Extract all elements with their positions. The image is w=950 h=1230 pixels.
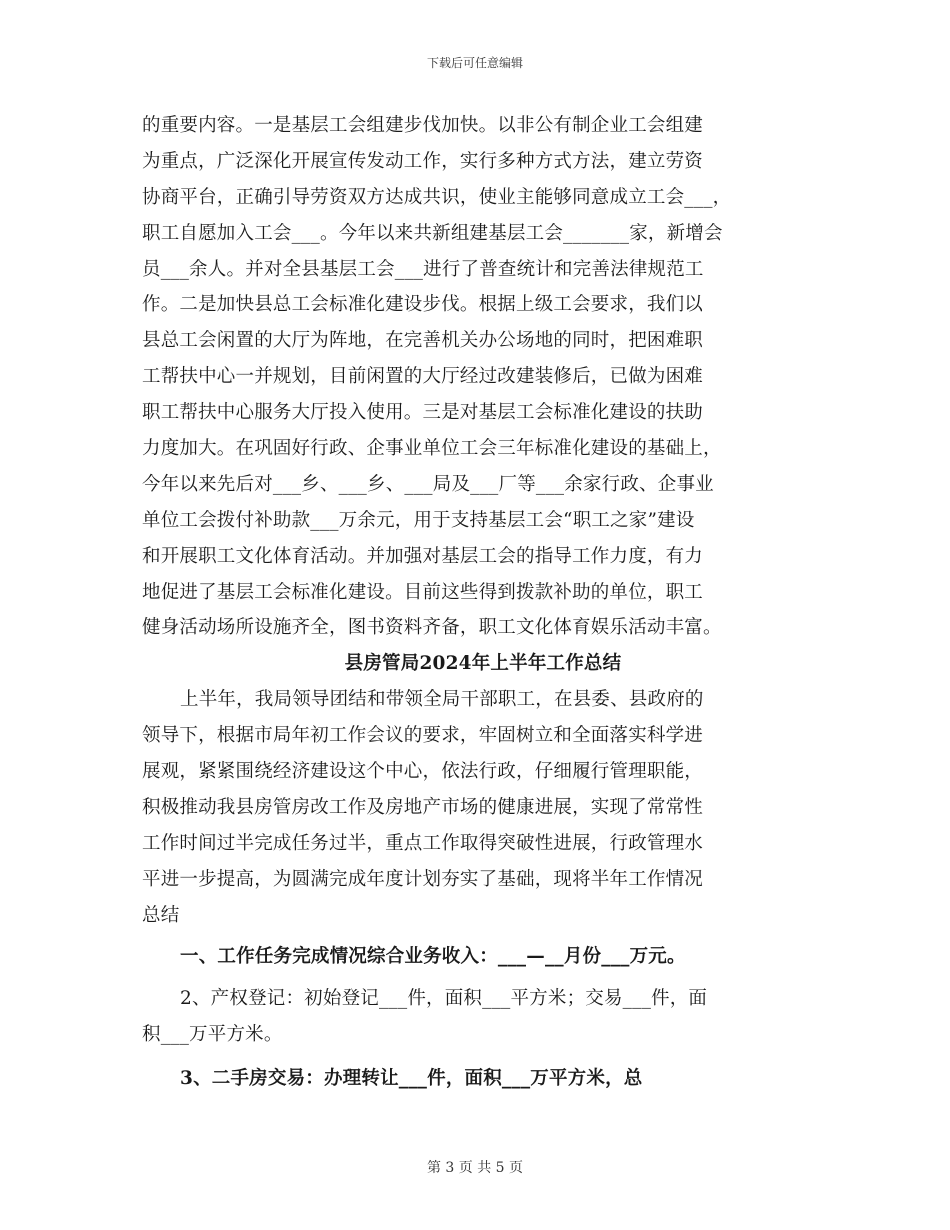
- text-line: 工作时间过半完成任务过半，重点工作取得突破性进展，行政管理水: [142, 832, 704, 854]
- text-line: 和开展职工文化体育活动。并加强对基层工会的指导工作力度，有力: [142, 545, 704, 567]
- text-line: 为重点，广泛深化开展宣传发动工作，实行多种方式方法，建立劳资: [142, 150, 704, 172]
- document-title: 县房管局2024年上半年工作总结: [344, 653, 622, 675]
- text-line: 健身活动场所设施齐全，图书资料齐备，职工文化体育娱乐活动丰富。: [142, 617, 722, 639]
- text-line: 县总工会闲置的大厅为阵地，在完善机关办公场地的同时，把困难职: [142, 330, 704, 352]
- text-line: 地促进了基层工会标准化建设。目前这些得到拨款补助的单位，职工: [142, 581, 704, 603]
- text-line: 领导下，根据市局年初工作会议的要求，牢固树立和全面落实科学进: [142, 725, 704, 747]
- text-line: 员___余人。并对全县基层工会___进行了普查统计和完善法律规范工: [142, 258, 704, 280]
- text-line: 上半年，我局领导团结和带领全局干部职工，在县委、县政府的: [180, 689, 704, 711]
- text-line: 作。二是加快县总工会标准化建设步伐。根据上级工会要求，我们以: [142, 294, 704, 316]
- text-line: 展观，紧紧围绕经济建设这个中心，依法行政，仔细履行管理职能，: [142, 761, 704, 783]
- text-line: 今年以来先后对___乡、___乡、___局及___厂等___余家行政、企事业: [142, 473, 714, 495]
- paragraph-property-registration: [142, 981, 814, 1053]
- page-number-footer: 第 3 页 共 5 页: [426, 1160, 524, 1176]
- text-line: 平进一步提高，为圆满完成年度计划夯实了基础，现将半年工作情况: [142, 868, 704, 890]
- text-line: 积极推动我县房管房改工作及房地产市场的健康进展，实现了常常性: [142, 796, 704, 818]
- text-line: 力度加大。在巩固好行政、企事业单位工会三年标准化建设的基础上，: [142, 438, 722, 460]
- document-body: [142, 108, 814, 1097]
- text-line: 工帮扶中心一并规划，目前闲置的大厅经过改建装修后，已做为困难: [142, 366, 704, 388]
- text-line: 单位工会拨付补助款___万余元，用于支持基层工会“职工之家”建设: [142, 509, 695, 531]
- text-line: 的重要内容。一是基层工会组建步伐加快。以非公有制企业工会组建: [142, 115, 704, 136]
- section-heading-1: 一、工作任务完成情况综合业务收入：___—__月份___万元。: [180, 946, 686, 968]
- paragraph-summary-intro: [142, 682, 814, 933]
- text-line: 总结: [142, 904, 180, 926]
- text-line: 2、产权登记：初始登记___件，面积___平方米；交易___件，面: [180, 988, 708, 1010]
- text-line: 职工自愿加入工会___。今年以来共新组建基层工会_______家，新增会: [142, 222, 723, 244]
- text-line: 协商平台，正确引导劳资双方达成共识，使业主能够同意成立工会___，: [142, 186, 732, 208]
- page-header: 下载后可任意编辑: [426, 56, 523, 70]
- paragraph-union-building: [142, 108, 814, 646]
- text-line: 积___万平方米。: [142, 1024, 283, 1046]
- text-line: 职工帮扶中心服务大厅投入使用。三是对基层工会标准化建设的扶助: [142, 402, 704, 424]
- section-heading-3: 3、二手房交易：办理转让___件，面积___万平方米，总: [180, 1068, 643, 1090]
